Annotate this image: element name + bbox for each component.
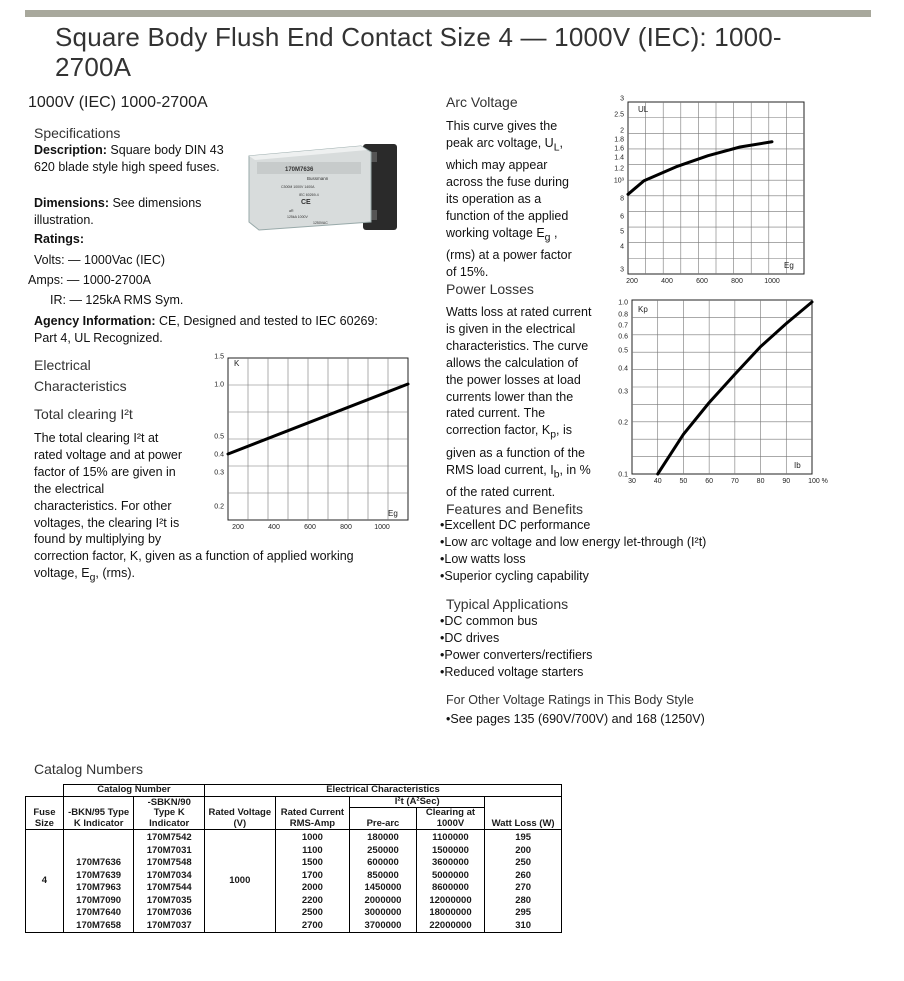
power-line: allows the calculation of [446,355,579,370]
other-ratings-list [446,711,705,728]
electrical-line: voltages, the clearing I²t is [34,515,180,530]
watt-cell: 310 [515,919,532,931]
bkn-cell: 170M7090 [76,894,122,906]
sbkn-cell: 170M7036 [146,907,192,918]
watt-cell: 260 [515,869,532,881]
x-tick-label: 800 [731,278,743,285]
y-tick-label: 1.4 [614,154,624,162]
current-cell: 2700 [301,919,323,931]
x-tick-label: 600 [304,524,316,531]
feature-item: • Low watts loss [440,551,706,568]
y-tick-label: 0.8 [618,311,628,319]
clearing-cell: 5000000 [431,869,469,881]
application-item: • Reduced voltage starters [440,664,592,681]
fuse-size-header: Fuse Size [26,796,64,830]
applications-heading: Typical Applications [446,596,569,612]
bkn-cell: 170M7658 [76,919,122,931]
arc-line: function of the applied [446,209,569,224]
fuse-part-number: 170M7636 [285,167,314,173]
current-cell: 2000 [301,882,323,893]
sbkn-cell: 170M7035 [146,894,192,906]
y-tick-label: 10³ [613,177,624,185]
sbkn-cell: 170M7034 [146,869,192,881]
sbkn-cell: 170M7031 [146,844,192,856]
clearing-cell: 1500000 [431,844,469,856]
y-tick-label: 0.6 [618,333,628,341]
sbkn-cell: 170M7542 [146,832,192,843]
rated-current-column [275,830,350,933]
arc-line-part: working voltage E [446,225,545,240]
bkn-cell: 170M7636 [76,857,122,868]
y-tick-label: 0.2 [214,503,224,511]
description-text [34,142,229,176]
feature-item: • Excellent DC performance [440,517,706,534]
pre-arc-cell: 850000 [367,869,399,881]
power-line: rated current. The [446,406,546,421]
electrical-line-part: voltage, E [34,566,90,581]
power-losses-heading: Power Losses [446,281,534,297]
arc-line: (rms) at a power factor [446,248,572,263]
y-tick-label: 0.1 [618,471,628,479]
bkn-cell: 170M7640 [76,907,122,918]
arc-line-part: , [559,135,563,150]
description-value: Square body DIN 43 620 blade style high speed fuses. [34,143,224,174]
current-cell: 1500 [301,857,323,868]
y-axis-label: Kp [638,305,648,314]
watt-cell: 280 [515,894,532,906]
power-losses-paragraph [446,304,611,501]
x-tick-label: 80 [756,478,765,485]
electrical-heading-1: Electrical [34,357,91,373]
power-line-part: correction factor, K [446,423,551,438]
clearing-cell: 22000000 [429,919,472,931]
power-line: given as a function of the [446,445,585,460]
x-tick-label: 100 % [808,478,828,485]
x-tick-label: 1000 [374,524,390,531]
electrical-line: characteristics. For other [34,498,172,513]
feature-item: • Superior cycling capability [440,568,706,585]
y-tick-label: 0.5 [618,347,628,355]
fuse-line4: 125kA 1000V [287,215,308,219]
power-line-sub: p [550,429,557,441]
rated-voltage-header: Rated Voltage (V) [205,796,276,830]
y-tick-label: 1.8 [614,136,624,144]
electrical-characteristics-header: Electrical Characteristics [205,785,562,797]
y-tick-label: 1.0 [214,381,224,389]
agency-text [34,313,394,347]
power-line-part: , is [556,423,572,438]
ratings-volts: Volts: — 1000Vac (IEC) [34,253,166,267]
sbkn-column [134,830,205,933]
y-tick-label: 0.3 [214,469,224,477]
watt-loss-column [485,830,562,933]
x-tick-label: 90 [782,478,791,485]
x-tick-label: 50 [679,478,688,485]
y-tick-label: 6 [620,213,624,221]
fuse-size-cell: 4 [26,830,64,933]
power-line-sub: b [553,469,560,481]
arc-line: which may appear [446,158,548,173]
catalog-header-row-1 [26,785,562,797]
watt-cell: 195 [515,832,532,843]
y-tick-label: 1.5 [214,353,224,361]
bkn-column [63,830,134,933]
y-tick-label: 2.5 [614,111,624,119]
catalog-heading: Catalog Numbers [34,761,143,777]
x-tick-label: 30 [628,478,636,485]
pre-arc-column [350,830,416,933]
ce-mark: CE [301,199,311,206]
fuse-line1: C300M 1000V 1400A [281,185,315,189]
electrical-heading-2: Characteristics [34,378,127,394]
power-line: is given in the electrical [446,321,576,336]
pre-arc-cell: 250000 [367,844,399,856]
pre-arc-cell: 3700000 [364,919,402,931]
power-line: characteristics. The curve [446,338,589,353]
clearing-cell: 3600000 [431,857,469,868]
y-tick-label: 0.4 [214,451,224,459]
i2t-header: I²t (A²Sec) [350,796,485,808]
description-label: Description: [34,143,107,157]
ratings-ir: IR: — 125kA RMS Sym. [50,293,184,307]
dimensions-value: See dimensions illustration. [34,196,202,227]
sbkn-header: -SBKN/90 Type K Indicator [134,796,205,830]
ratings-label-text: Ratings: [34,232,84,246]
application-item: • Power converters/rectifiers [440,647,592,664]
dimensions-text [34,195,234,229]
clearing-cell: 12000000 [429,894,472,906]
electrical-line-part: , (rms). [95,566,135,581]
x-tick-label: 70 [730,478,739,485]
applications-list [440,613,592,681]
arc-line: of 15%. [446,265,489,280]
y-tick-label: 1.2 [614,165,624,173]
arc-line: across the fuse during [446,175,569,190]
x-tick-label: 1000 [764,278,780,285]
x-axis-label: Eg [784,261,794,270]
sbkn-cell: 170M7544 [146,882,192,893]
sbkn-cell: 170M7037 [146,919,192,931]
arc-line-part: peak arc voltage, U [446,135,554,150]
power-line-part: , in % [559,462,591,477]
features-list [440,517,706,585]
power-line: of the rated current. [446,485,556,500]
pre-arc-cell: 600000 [367,857,399,868]
power-line [446,422,611,444]
power-line: Watts loss at rated current [446,305,592,319]
y-tick-label: 3 [620,266,624,274]
y-axis-label: UL [638,105,649,114]
feature-item: • Low arc voltage and low energy let-through (I²t) [440,534,706,551]
top-rule [25,10,871,17]
watt-cell: 200 [515,844,532,856]
agency-label: Agency Information: [34,314,156,328]
y-tick-label: 5 [620,228,624,236]
ratings-label [34,231,84,248]
x-tick-label: 200 [232,524,244,531]
y-tick-label: 0.3 [618,388,628,396]
clearing-column [416,830,485,933]
y-tick-label: 0.5 [214,433,224,441]
pre-arc-cell: 2000000 [364,894,402,906]
y-tick-label: 8 [620,195,624,203]
pre-arc-header: Pre-arc [350,808,416,830]
blank-cell [26,785,64,797]
page-subtitle: 1000V (IEC) 1000-2700A [28,94,208,111]
watt-cell: 250 [515,857,532,868]
current-cell: 1000 [301,832,323,843]
catalog-data-row [26,830,562,933]
y-tick-label: 0.4 [618,365,628,373]
current-cell: 2200 [301,894,323,906]
clearing-cell: 1100000 [432,832,469,843]
electrical-line: correction factor, K, given as a function of applied working [34,549,354,564]
page-title: Square Body Flush End Contact Size 4 — 1000V (IEC): 1000-2700A [55,22,782,82]
arc-line: This curve gives the [446,119,558,133]
x-tick-label: 400 [661,278,673,285]
y-tick-label: 1.6 [614,145,624,153]
catalog-number-header: Catalog Number [63,785,204,797]
bkn-cell [67,845,131,858]
y-tick-label: 3 [620,95,624,103]
bkn-header: -BKN/95 Type K Indicator [63,796,134,830]
y-axis-label: K [234,359,240,368]
y-tick-label: 2 [620,127,624,135]
data-curve [628,142,772,195]
catalog-header-row-2 [26,796,562,808]
k-factor-chart [200,348,410,540]
x-tick-label: 800 [340,524,352,531]
dimensions-label: Dimensions: [34,196,110,210]
kp-factor-chart [612,294,828,488]
clearing-cell: 8600000 [431,882,469,893]
electrical-line: factor of 15% are given in [34,464,176,479]
arc-line: its operation as a [446,192,542,207]
clearing-header: Clearing at 1000V [416,808,485,830]
ratings-amps: Amps: — 1000-2700A [28,273,151,287]
bkn-cell: 170M7963 [76,882,122,893]
other-ratings-heading: For Other Voltage Ratings in This Body Style [446,693,694,707]
catalog-table [25,784,562,933]
fuse-product-image [243,138,403,238]
current-cell: 2500 [301,907,323,918]
bkn-cell [67,832,131,845]
total-clearing-heading: Total clearing I²t [34,406,133,422]
arc-voltage-heading: Arc Voltage [446,94,518,110]
x-tick-label: 400 [268,524,280,531]
x-axis-label: Ib [794,461,801,470]
x-tick-label: 200 [626,278,638,285]
current-cell: 1100 [302,844,323,856]
power-line [446,462,611,484]
clearing-cell: 18000000 [429,907,472,918]
electrical-line: found by multiplying by [34,532,162,547]
electrical-line-sub: g [89,572,96,584]
electrical-line: rated voltage and at power [34,447,183,462]
watt-cell: 270 [515,882,532,893]
x-axis-label: Eg [388,509,398,518]
arc-line [446,225,606,247]
y-tick-label: 4 [620,243,624,251]
arc-voltage-paragraph [446,118,606,281]
fuse-brand: Bussmann [307,176,329,181]
arc-line-sub: L [553,142,560,154]
power-line: the power losses at load [446,372,581,387]
arc-line [446,135,606,157]
x-tick-label: 600 [696,278,708,285]
current-cell: 1700 [301,869,323,881]
features-heading: Features and Benefits [446,501,583,517]
x-tick-label: 40 [653,478,662,485]
watt-cell: 295 [515,907,532,918]
y-tick-label: 1.0 [618,299,628,307]
application-item: • DC drives [440,630,592,647]
power-line: currents lower than the [446,389,574,404]
agency-value: CE, Designed and tested to IEC 60269: Part 4, UL Recognized. [34,314,378,345]
electrical-line: the electrical [34,481,105,496]
fuse-line3: aR [289,209,294,213]
data-curve [228,384,408,454]
pre-arc-cell: 3000000 [364,907,402,918]
arc-line-part: , [550,225,558,240]
pre-arc-cell: 180000 [367,832,399,843]
pre-arc-cell: 1450000 [364,882,402,893]
x-tick-label: 60 [705,478,714,485]
electrical-line: The total clearing I²t at [34,431,159,445]
arc-line-sub: g [544,232,551,244]
sbkn-cell: 170M7548 [146,857,192,868]
watt-loss-header: Watt Loss (W) [485,796,562,830]
power-line-part: RMS load current, I [446,462,554,477]
rated-voltage-cell: 1000 [205,830,276,933]
bkn-cell: 170M7639 [76,869,122,881]
fuse-line2: IEC 60269-4 [299,193,319,197]
other-ratings-item: • See pages 135 (690V/700V) and 168 (1250V) [446,711,705,728]
fuse-line5: 1250VAC [313,221,328,225]
y-tick-label: 0.2 [618,419,628,427]
rated-current-header: Rated Current RMS-Amp [275,796,350,830]
electrical-line [34,565,394,587]
y-tick-label: 0.7 [618,322,628,330]
specifications-heading: Specifications [34,125,121,141]
arc-voltage-chart [604,92,809,288]
application-item: • DC common bus [440,613,592,630]
